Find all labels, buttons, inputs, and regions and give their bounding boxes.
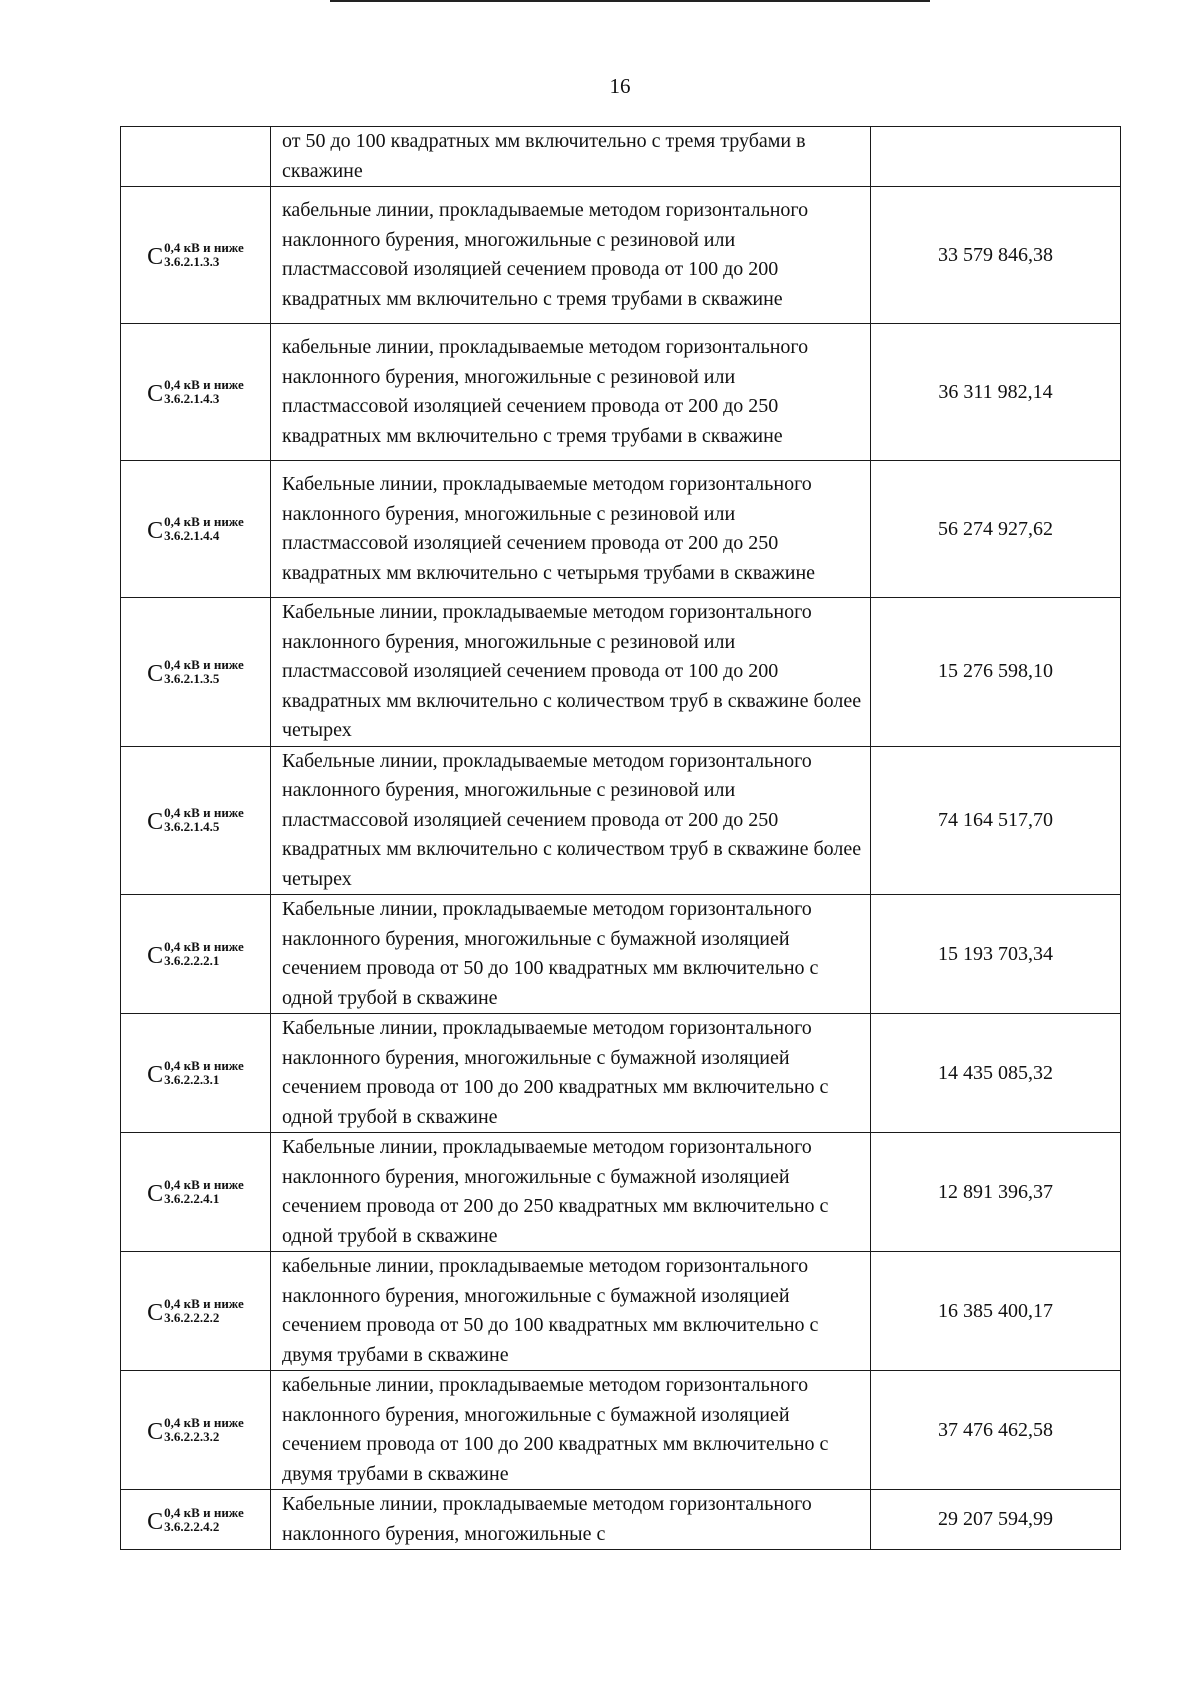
voltage-level-superscript: 0,4 кВ и ниже [164,1415,244,1430]
page-number: 16 [609,74,631,98]
rate-index-subscript: 3.6.2.2.3.2 [164,1429,220,1444]
rate-index-subscript: 3.6.2.1.4.4 [164,528,220,543]
rate-code-letter: C [147,660,164,687]
rate-code [147,515,244,543]
rate-code [147,1059,244,1087]
rate-index-subscript: 3.6.2.2.3.1 [164,1072,220,1087]
rate-code-indices [164,1297,244,1325]
table-row [121,1490,1121,1550]
rate-index-subscript: 3.6.2.1.3.5 [164,670,220,686]
rate-code-cell [121,1371,271,1490]
rate-code [147,806,244,834]
rate-code-indices [164,241,244,269]
voltage-level-superscript: 0,4 кВ и ниже [164,377,244,392]
rate-code-letter: C [147,381,164,407]
rate-code-letter: C [147,244,164,270]
rate-value-cell: 36 311 982,14 [871,324,1121,461]
rate-code-cell [121,127,271,187]
rate-code-cell [121,746,271,895]
description-cell: Кабельные линии, прокладываемые методом горизонтального наклонного бурения, многожильные с бумажной изоляцией сечением провода от 200 до 250 квадратных мм включительно с одной трубой в скважине [271,1133,871,1252]
rate-index-subscript: 3.6.2.2.4.2 [164,1518,220,1534]
rate-code-indices [164,940,244,968]
rate-code-cell [121,598,271,747]
description-cell: кабельные линии, прокладываемые методом горизонтального наклонного бурения, многожильные с резиновой или пластмассовой изоляцией сечением провода от 200 до 250 квадратных мм включительно с тремя трубами в скважине [271,324,871,461]
rate-code-letter: C [147,518,164,544]
rate-code-letter: C [147,1062,164,1088]
rate-code-cell [121,1252,271,1371]
table-row [121,1252,1121,1371]
voltage-level-superscript: 0,4 кВ и ниже [164,1296,244,1311]
rate-code [147,378,244,406]
description-cell: Кабельные линии, прокладываемые методом горизонтального наклонного бурения, многожильные с бумажной изоляцией сечением провода от 100 до 200 квадратных мм включительно с одной трубой в скважине [271,1014,871,1133]
rate-code [147,1297,244,1325]
description-cell: кабельные линии, прокладываемые методом горизонтального наклонного бурения, многожильные с бумажной изоляцией сечением провода от 50 до 100 квадратных мм включительно с двумя трубами в скважине [271,1252,871,1371]
voltage-level-superscript: 0,4 кВ и ниже [164,939,244,954]
table-row [121,1014,1121,1133]
table-row [121,598,1121,747]
voltage-level-superscript: 0,4 кВ и ниже [164,1177,244,1192]
rate-index-subscript: 3.6.2.1.4.3 [164,391,220,406]
rate-value-cell: 15 276 598,10 [871,598,1121,747]
rate-index-subscript: 3.6.2.2.4.1 [164,1191,220,1206]
rate-code-indices [164,1178,244,1206]
rate-value-cell: 14 435 085,32 [871,1014,1121,1133]
rate-code [147,658,244,686]
table-row [121,324,1121,461]
table-row [121,895,1121,1014]
voltage-level-superscript: 0,4 кВ и ниже [164,805,244,821]
rate-code-indices [164,1506,244,1534]
rate-value-cell: 12 891 396,37 [871,1133,1121,1252]
rate-code-cell [121,1133,271,1252]
rate-code-indices [164,378,244,406]
voltage-level-superscript: 0,4 кВ и ниже [164,514,244,529]
rate-value-cell: 15 193 703,34 [871,895,1121,1014]
tariff-table [120,126,1121,1550]
rate-code-cell [121,1490,271,1550]
rate-value-cell: 29 207 594,99 [871,1490,1121,1550]
rate-code-letter: C [147,943,164,969]
rate-code [147,1178,244,1206]
rate-code [147,940,244,968]
description-cell: Кабельные линии, прокладываемые методом горизонтального наклонного бурения, многожильные с резиновой или пластмассовой изоляцией сечением провода от 200 до 250 квадратных мм включительно с четырьмя трубами в скважине [271,461,871,598]
voltage-level-superscript: 0,4 кВ и ниже [164,240,244,255]
table-row [121,127,1121,187]
table-row [121,461,1121,598]
table-row [121,746,1121,895]
rate-index-subscript: 3.6.2.1.4.5 [164,819,220,835]
rate-value-cell: 16 385 400,17 [871,1252,1121,1371]
table-row [121,1371,1121,1490]
rate-value-cell: 33 579 846,38 [871,187,1121,324]
table-row [121,187,1121,324]
rate-code-indices [164,1416,244,1444]
rate-code-cell [121,324,271,461]
description-cell: Кабельные линии, прокладываемые методом горизонтального наклонного бурения, многожильные с бумажной изоляцией сечением провода от 50 до 100 квадратных мм включительно с одной трубой в скважине [271,895,871,1014]
description-cell: от 50 до 100 квадратных мм включительно с тремя трубами в скважине [271,127,871,187]
voltage-level-superscript: 0,4 кВ и ниже [164,1504,244,1520]
rate-code-letter: C [147,809,164,836]
description-cell: Кабельные линии, прокладываемые методом горизонтального наклонного бурения, многожильные с резиновой или пластмассовой изоляцией сечением провода от 200 до 250 квадратных мм включительно с количеством труб в скважине более четырех [271,746,871,895]
top-border-line [330,0,930,2]
rate-value-cell: 56 274 927,62 [871,461,1121,598]
table-body [121,127,1121,1550]
rate-code-cell [121,187,271,324]
rate-code-letter: C [147,1508,164,1535]
rate-value-cell: 37 476 462,58 [871,1371,1121,1490]
rate-code-cell [121,895,271,1014]
rate-code-indices [164,1059,244,1087]
rate-index-subscript: 3.6.2.2.2.2 [164,1310,220,1325]
rate-code [147,1416,244,1444]
rate-code-indices [164,515,244,543]
rate-value-cell [871,127,1121,187]
rate-code-letter: C [147,1181,164,1207]
description-cell: кабельные линии, прокладываемые методом горизонтального наклонного бурения, многожильные с резиновой или пластмассовой изоляцией сечением провода от 100 до 200 квадратных мм включительно с тремя трубами в скважине [271,187,871,324]
description-cell: Кабельные линии, прокладываемые методом горизонтального наклонного бурения, многожильные с резиновой или пластмассовой изоляцией сечением провода от 100 до 200 квадратных мм включительно с количеством труб в скважине более четырех [271,598,871,747]
rate-code-indices [164,806,244,834]
rate-code [147,1506,244,1534]
voltage-level-superscript: 0,4 кВ и ниже [164,656,244,672]
rate-code-cell [121,1014,271,1133]
rate-code-cell [121,461,271,598]
description-cell: кабельные линии, прокладываемые методом горизонтального наклонного бурения, многожильные с бумажной изоляцией сечением провода от 100 до 200 квадратных мм включительно с двумя трубами в скважине [271,1371,871,1490]
table-row [121,1133,1121,1252]
rate-index-subscript: 3.6.2.1.3.3 [164,254,220,269]
rate-value-cell: 74 164 517,70 [871,746,1121,895]
description-cell: Кабельные линии, прокладываемые методом горизонтального наклонного бурения, многожильные с [271,1490,871,1550]
rate-code [147,241,244,269]
rate-code-letter: C [147,1419,164,1445]
rate-code-indices [164,658,244,686]
voltage-level-superscript: 0,4 кВ и ниже [164,1058,244,1073]
rate-index-subscript: 3.6.2.2.2.1 [164,953,220,968]
rate-code-letter: C [147,1300,164,1326]
